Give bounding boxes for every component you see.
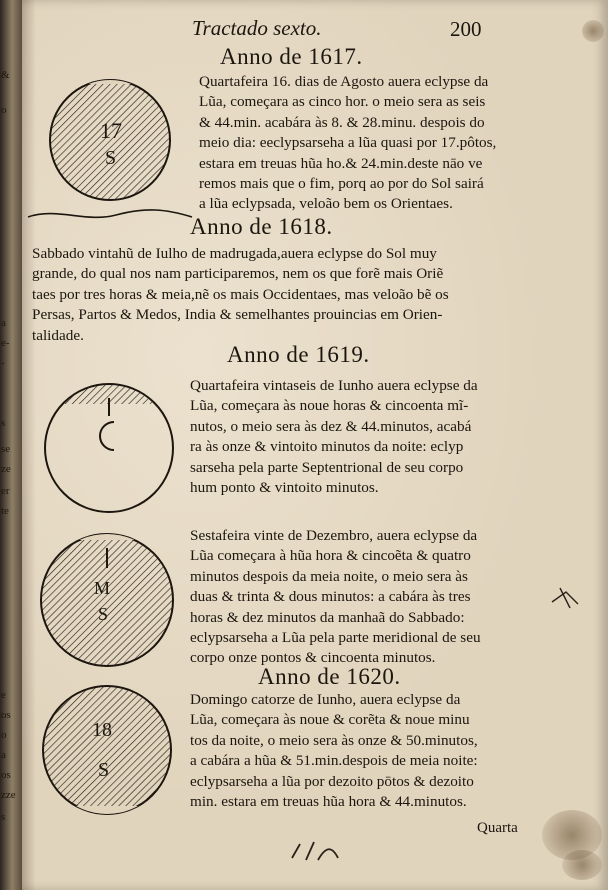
text-line: Quartafeira vintaseis de Iunho auera eclypse da <box>190 377 478 394</box>
section-heading: Anno de 1617. <box>220 44 363 69</box>
text-line: eclypsarseha a lũa por dezoito pōtos & dezoito <box>190 772 474 790</box>
eclipse-diagram-1620 <box>32 680 182 820</box>
book-page <box>22 0 608 890</box>
eclipse-diagram-1619-december <box>32 528 182 670</box>
text-line: Lũa, começara às noue & corẽta & noue minu <box>190 711 470 729</box>
text-line: & 44.min. acabára às 8. & 28.minu. despois do <box>199 113 485 131</box>
text-line: tos da noite, o meio sera às onze & 50.minutos, <box>190 731 478 749</box>
margin-fragment: o <box>1 729 7 741</box>
text-line: Persas, Partos & Medos, India & semelhantes prouincias em Orien- <box>32 306 443 324</box>
text-line: corpo onze pontos & cincoenta minutos. <box>190 649 436 667</box>
margin-fragment: e <box>1 689 6 701</box>
margin-fragment: s <box>1 811 6 823</box>
eclipse-glyph: S <box>98 604 109 624</box>
margin-fragment: se <box>1 443 11 455</box>
eclipse-glyph: S <box>98 759 110 781</box>
margin-fragment: a <box>1 317 6 329</box>
margin-fragment: ze <box>1 463 11 475</box>
paragraph <box>199 72 519 215</box>
text-line: min. estara em treuas hũa hora & 44.minutos. <box>190 793 467 811</box>
text-line: Quartafeira 16. dias de Agosto auera eclypse da <box>199 73 489 90</box>
margin-fragment: a <box>1 749 6 761</box>
eclipse-diagram-1617 <box>40 76 180 206</box>
margin-fragment: os <box>1 769 11 781</box>
margin-fragment: e- <box>1 337 10 349</box>
text-line: eclypsarseha a Lũa pela parte meridional de seu <box>190 629 481 647</box>
margin-fragment: er <box>1 485 10 497</box>
stain <box>562 850 602 880</box>
margin-fragment: s <box>1 417 6 429</box>
crescent-moon-icon <box>100 422 114 450</box>
text-line: Sestafeira vinte de Dezembro, auera eclypse da <box>190 527 478 544</box>
margin-fragment: zze <box>1 789 16 801</box>
margin-fragment: - <box>1 357 5 369</box>
text-line: meio dia: eeclypsarseha a lũa quasi por 17.pôtos, <box>199 134 497 152</box>
paragraph <box>190 376 522 498</box>
text-line: a lũa eclypsada, veloão bem os Orientaes. <box>199 195 453 213</box>
text-line: Lũa, começara as cinco hor. o meio sera as seis <box>199 93 486 111</box>
text-line: horas & dez minutos da manhaã do Sabbado: <box>190 608 465 626</box>
text-line: minutos despois da meia noite, o meio sera às <box>190 567 468 585</box>
running-title: Tractado sexto. <box>192 16 322 40</box>
eclipse-glyph: 17 <box>100 118 122 143</box>
eclipse-diagram-1619-june <box>34 378 184 518</box>
eclipse-glyph: 18 <box>92 719 112 741</box>
section-heading: Anno de 1619. <box>227 342 370 367</box>
section-heading: Anno de 1618. <box>190 214 333 239</box>
text-line: duas & trinta & dous minutos: a cabára às tres <box>190 588 471 606</box>
text-line: nutos, o meio sera às dez & 44.minutos, acabá <box>190 417 472 435</box>
text-line: Lũa, começara às noue horas & cincoenta mĩ- <box>190 397 469 415</box>
eclipse-glyph: M <box>94 578 111 598</box>
decorative-flourish <box>26 205 196 225</box>
paragraph <box>32 244 522 346</box>
text-line: talidade. <box>32 326 84 344</box>
text-line: grande, do qual nos nam participaremos, nem os que forẽ mais Oriẽ <box>32 265 444 283</box>
marginal-pen-mark <box>548 582 588 612</box>
text-line: hum ponto & vintoito minutos. <box>190 479 379 497</box>
printers-mark <box>286 836 346 866</box>
stain <box>582 20 604 42</box>
paragraph <box>190 690 522 812</box>
text-line: ra às onze & vintoito minutos da noite: eclyp <box>190 438 464 456</box>
text-line: remos mais que o fim, porq ao por do Sol sairá <box>199 175 484 193</box>
margin-fragment: os <box>1 709 11 721</box>
page-number: 200 <box>450 17 482 41</box>
margin-fragment: te <box>1 505 9 517</box>
margin-fragment: & <box>1 69 10 81</box>
paragraph <box>190 526 522 669</box>
catchword: Quarta <box>477 820 518 836</box>
text-line: a cabára a hũa & 51.min.despois de meia noite: <box>190 752 478 770</box>
section-heading: Anno de 1620. <box>258 664 401 689</box>
text-line: Lũa começara à hũa hora & cincoẽta & quatro <box>190 547 471 565</box>
margin-fragment: o <box>1 104 7 116</box>
text-line: Sabbado vintahũ de Iulho de madrugada,auera eclypse do Sol muy <box>32 245 437 262</box>
text-line: sarseha pela parte Septentrional de seu corpo <box>190 458 464 476</box>
text-line: Domingo catorze de Iunho, auera eclypse da <box>190 691 461 708</box>
eclipse-glyph: S <box>105 147 117 169</box>
text-line: taes por tres horas & meia,nẽ os mais Occidentaes, mas veloão bẽ os <box>32 285 449 303</box>
text-line: estara em treuas hũa ho.& 24.min.deste nāo ve <box>199 154 483 172</box>
adjacent-page-edge <box>0 0 22 890</box>
